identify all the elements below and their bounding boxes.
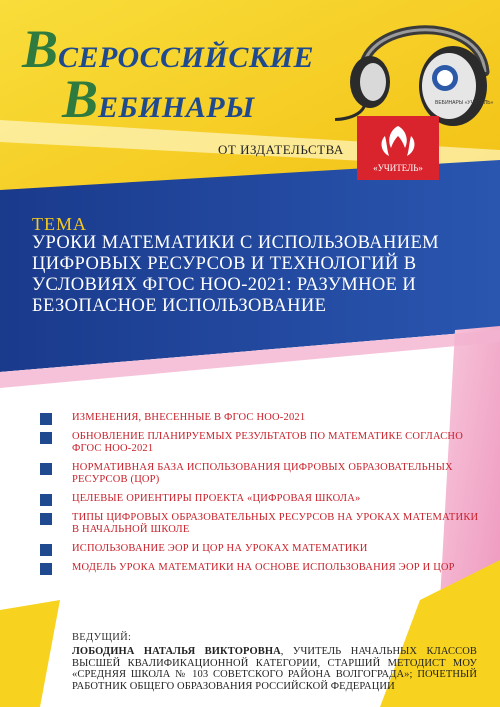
- brand-initial-letter: В: [62, 69, 99, 129]
- presenter-info: [72, 646, 477, 692]
- program-item: [40, 412, 480, 424]
- program-item-text: ЦЕЛЕВЫЕ ОРИЕНТИРЫ ПРОЕКТА «ЦИФРОВАЯ ШКОЛА»: [72, 493, 361, 504]
- square-bullet-icon: [40, 413, 52, 425]
- headphones-label: ВЕБИНАРЫ «УЧИТЕЛЬ»: [435, 100, 494, 106]
- brand-word: ЕБИНАРЫ: [98, 91, 255, 124]
- program-item: [40, 543, 480, 555]
- square-bullet-icon: [40, 563, 52, 575]
- square-bullet-icon: [40, 463, 52, 475]
- brand-initial-letter: В: [22, 19, 59, 79]
- program-item: [40, 562, 480, 574]
- program-item-text: ТИПЫ ЦИФРОВЫХ ОБРАЗОВАТЕЛЬНЫХ РЕСУРСОВ НА УРОКАХ МАТЕМАТИКИ В НАЧАЛЬНОЙ ШКОЛЕ: [72, 512, 479, 535]
- program-item: [40, 493, 480, 505]
- presenter-label: ВЕДУЩИЙ:: [72, 632, 132, 643]
- publisher-label: ОТ ИЗДАТЕЛЬСТВА: [218, 142, 344, 157]
- program-item-text: ОБНОВЛЕНИЕ ПЛАНИРУЕМЫХ РЕЗУЛЬТАТОВ ПО МАТЕМАТИКЕ СОГЛАСНО ФГОС НОО-2021: [72, 431, 463, 454]
- program-item-text: ИЗМЕНЕНИЯ, ВНЕСЕННЫЕ В ФГОС НОО-2021: [72, 412, 306, 423]
- program-item: [40, 462, 480, 486]
- square-bullet-icon: [40, 494, 52, 506]
- square-bullet-icon: [40, 432, 52, 444]
- program-item: [40, 431, 480, 455]
- logo-text: «УЧИТЕЛЬ»: [373, 163, 423, 173]
- program-item-text: ИСПОЛЬЗОВАНИЕ ЭОР И ЦОР НА УРОКАХ МАТЕМАТИКИ: [72, 543, 368, 554]
- publisher-logo: [357, 116, 439, 180]
- square-bullet-icon: [40, 513, 52, 525]
- program-item-text: МОДЕЛЬ УРОКА МАТЕМАТИКИ НА ОСНОВЕ ИСПОЛЬЗОВАНИЯ ЭОР И ЦОР: [72, 562, 455, 573]
- brand-title-line-2: [62, 68, 255, 130]
- square-bullet-icon: [40, 544, 52, 556]
- topic-title: УРОКИ МАТЕМАТИКИ С ИСПОЛЬЗОВАНИЕМ ЦИФРОВЫХ РЕСУРСОВ И ТЕХНОЛОГИЙ В УСЛОВИЯХ ФГОС НОО-2021: РАЗУМНОЕ И БЕЗОПАСНОЕ ИСПОЛЬЗОВАНИЕ: [32, 233, 440, 316]
- presenter-description: , УЧИТЕЛЬ НАЧАЛЬНЫХ КЛАССОВ ВЫСШЕЙ КВАЛИФИКАЦИОННОЙ КАТЕГОРИИ, СТАРШИЙ МЕТОДИСТ МОУ «СРЕДНЯЯ ШКОЛА № 103 СОВЕТСКОГО РАЙОНА ВОЛГОГРАДА»; ПОЧЕТНЫЙ РАБОТНИК ОБЩЕГО ОБРАЗОВАНИЯ РОССИЙСКОЙ ФЕДЕРАЦИИ: [72, 646, 477, 692]
- topic-label: ТЕМА: [32, 214, 87, 234]
- program-list: [40, 412, 480, 581]
- presenter-name: ЛОБОДИНА НАТАЛЬЯ ВИКТОРОВНА: [72, 646, 281, 657]
- headphones-icon: [335, 0, 500, 130]
- program-item-text: НОРМАТИВНАЯ БАЗА ИСПОЛЬЗОВАНИЯ ЦИФРОВЫХ ОБРАЗОВАТЕЛЬНЫХ РЕСУРСОВ (ЦОР): [72, 462, 453, 485]
- program-item: [40, 512, 480, 536]
- brand-word: СЕРОССИЙСКИЕ: [58, 41, 315, 74]
